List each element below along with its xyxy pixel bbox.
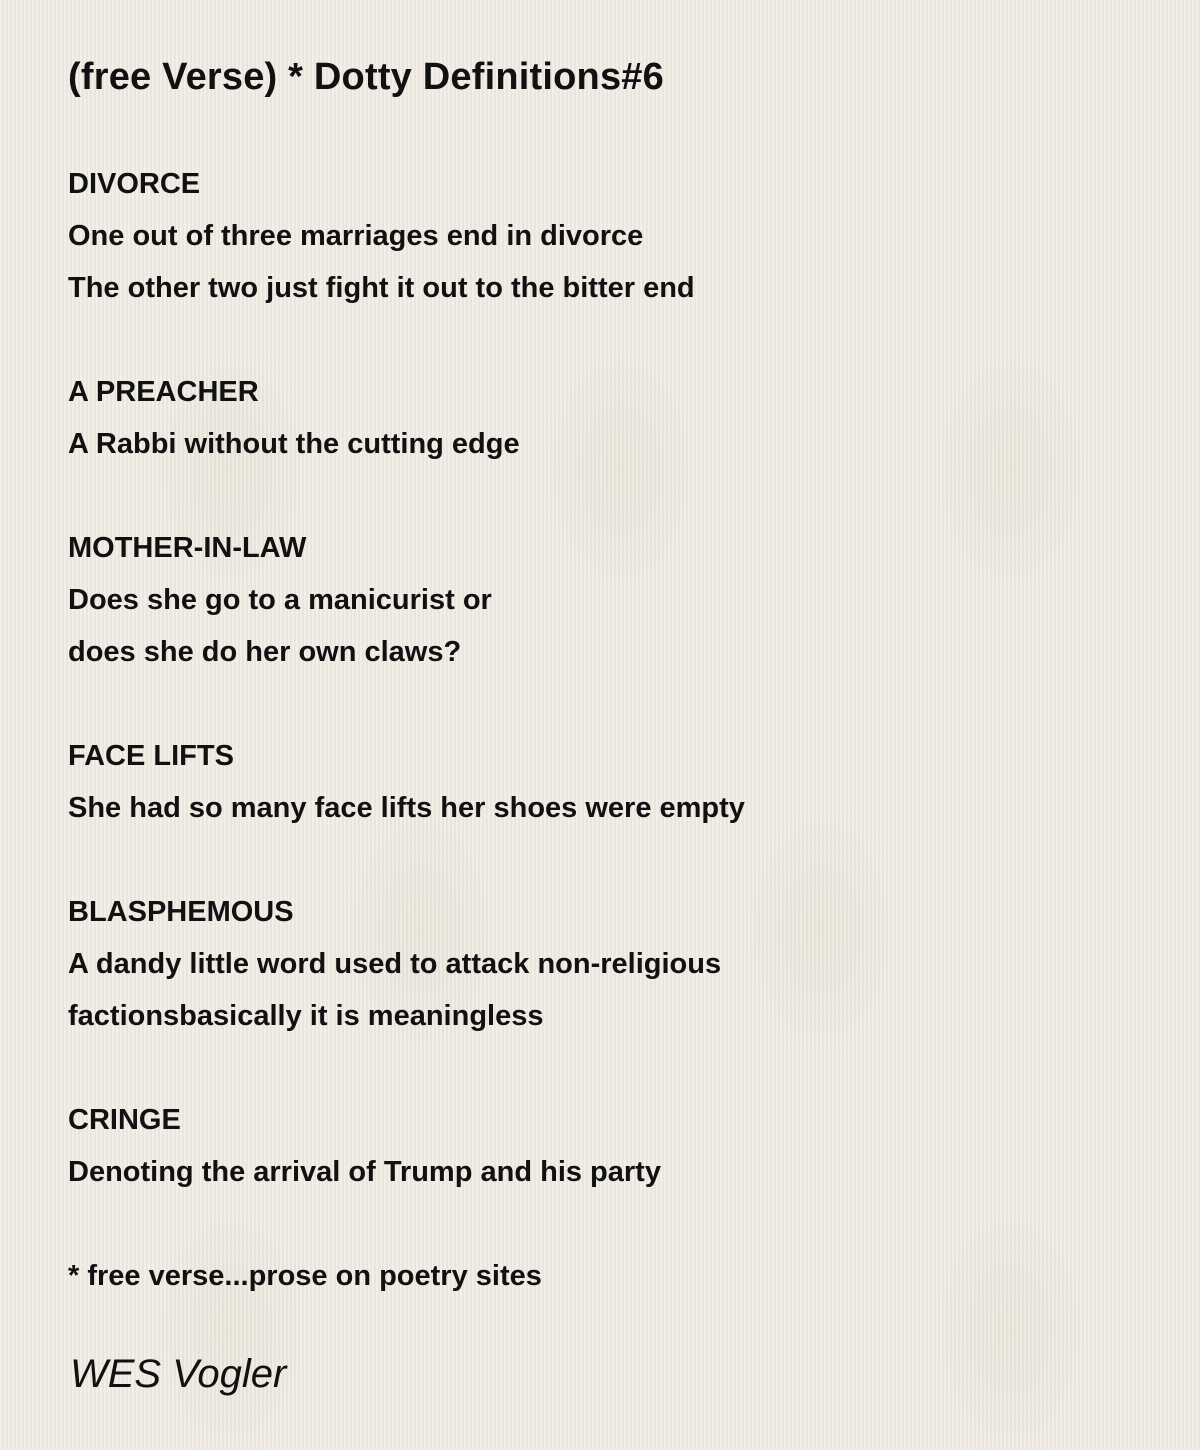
stanza-spacer xyxy=(68,314,1128,366)
stanza-line: does she do her own claws? xyxy=(68,636,462,668)
stanza-line: Denoting the arrival of Trump and his party xyxy=(68,1156,661,1188)
stanza-spacer xyxy=(68,1198,1128,1250)
stanza-line: She had so many face lifts her shoes were empty xyxy=(68,792,745,824)
stanza-line: factionsbasically it is meaningless xyxy=(68,1000,544,1032)
stanza-heading: A PREACHER xyxy=(68,376,259,408)
stanza-line: A Rabbi without the cutting edge xyxy=(68,428,520,460)
stanza-heading: MOTHER-IN-LAW xyxy=(68,532,307,564)
stanza-spacer xyxy=(68,678,1128,730)
stanza-divorce xyxy=(68,158,1128,314)
stanza-face-lifts xyxy=(68,730,1128,834)
stanza-heading: BLASPHEMOUS xyxy=(68,896,294,928)
stanza-heading: CRINGE xyxy=(68,1104,181,1136)
stanza-blasphemous xyxy=(68,886,1128,1042)
stanza-line: One out of three marriages end in divorce xyxy=(68,220,644,252)
poem xyxy=(68,52,1128,1302)
stanza-line: A dandy little word used to attack non-religious xyxy=(68,948,722,980)
footnote: * free verse...prose on poetry sites xyxy=(68,1260,542,1292)
stanza-spacer xyxy=(68,470,1128,522)
author-signature: WES Vogler xyxy=(70,1352,287,1396)
stanza-spacer xyxy=(68,1042,1128,1094)
stanza-spacer xyxy=(68,834,1128,886)
stanza-a-preacher xyxy=(68,366,1128,470)
poem-body xyxy=(68,158,1128,1302)
stanza-heading: DIVORCE xyxy=(68,168,201,200)
poem-title: (free Verse) * Dotty Definitions#6 xyxy=(68,56,664,98)
stanza-line: Does she go to a manicurist or xyxy=(68,584,492,616)
stanza-mother-in-law xyxy=(68,522,1128,678)
stanza-line: The other two just fight it out to the bitter end xyxy=(68,272,695,304)
stanza-heading: FACE LIFTS xyxy=(68,740,234,772)
stanza-cringe xyxy=(68,1094,1128,1198)
